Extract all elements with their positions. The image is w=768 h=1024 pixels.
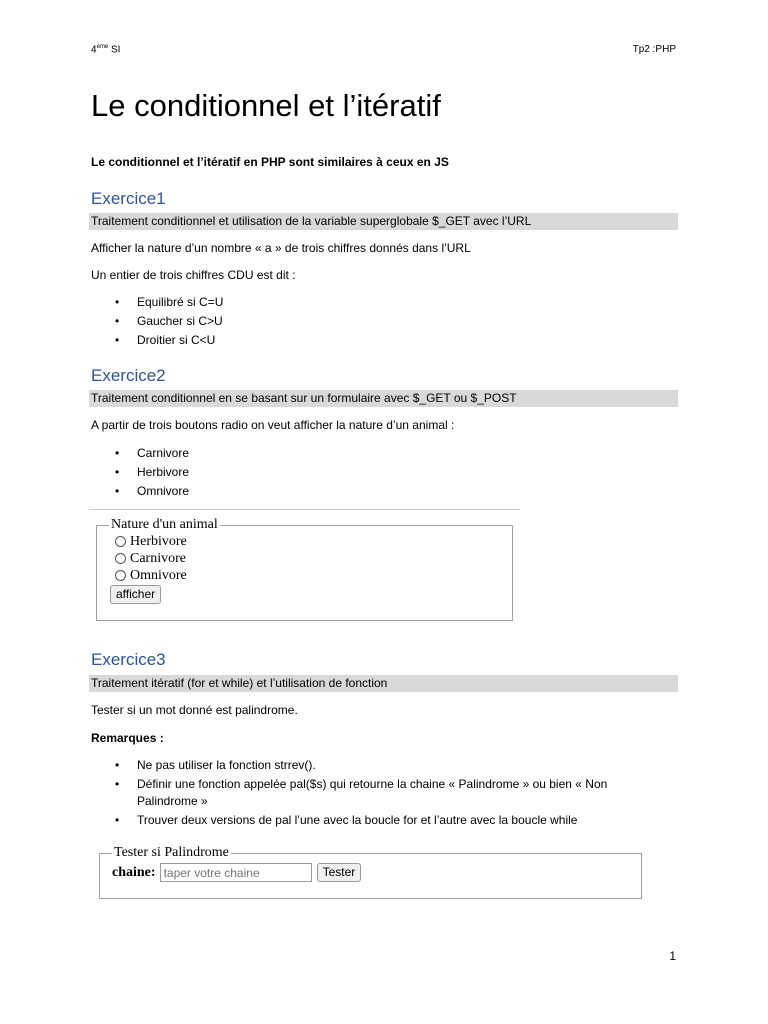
list-item: • Equilibré si C=U — [91, 294, 661, 311]
divider — [89, 509, 520, 510]
header-right: Tp2 :PHP — [632, 44, 676, 55]
radio-circle-icon[interactable] — [115, 570, 126, 581]
exercise1-paragraph-2: Un entier de trois chiffres CDU est dit : — [91, 268, 296, 282]
list-item: • Carnivore — [91, 445, 661, 462]
header-left: 4ème SI — [91, 44, 121, 56]
exercise3-subtitle: Traitement itératif (for et while) et l’utilisation de fonction — [89, 675, 678, 692]
radio-option-herbivore[interactable] — [115, 533, 512, 550]
radio-option-carnivore[interactable] — [115, 550, 512, 567]
exercise1-list — [91, 294, 661, 351]
chaine-input[interactable] — [160, 863, 312, 882]
exercise3-list — [91, 757, 661, 831]
palindrome-form-legend: Tester si Palindrome — [114, 845, 229, 860]
list-item: • Gaucher si C>U — [91, 313, 661, 330]
exercise2-paragraph-1: A partir de trois boutons radio on veut afficher la nature d’un animal : — [91, 418, 455, 432]
animal-form — [96, 517, 513, 621]
exercise3-paragraph-1: Tester si un mot donné est palindrome. — [91, 703, 298, 717]
palindrome-form — [99, 845, 642, 899]
radio-circle-icon[interactable] — [115, 553, 126, 564]
exercise1-subtitle: Traitement conditionnel et utilisation de la variable superglobale $_GET avec l’URL — [89, 213, 678, 230]
page-number: 1 — [669, 949, 676, 963]
exercise3-title: Exercice3 — [91, 650, 166, 669]
radio-label: Omnivore — [130, 567, 187, 583]
list-item: • Trouver deux versions de pal l’une avec la boucle for et l’autre avec la boucle while — [91, 812, 661, 829]
radio-option-omnivore[interactable] — [115, 567, 512, 584]
radio-circle-icon[interactable] — [115, 536, 126, 547]
exercise1-paragraph-1: Afficher la nature d’un nombre « a » de trois chiffres donnés dans l’URL — [91, 241, 471, 255]
list-item: • Herbivore — [91, 464, 661, 481]
radio-label: Herbivore — [130, 533, 187, 549]
list-item: • Définir une fonction appelée pal($s) qui retourne la chaine « Palindrome » ou bien « Non Palindrome » — [91, 776, 661, 810]
chaine-label: chaine: — [112, 864, 156, 880]
exercise1-title: Exercice1 — [91, 189, 166, 208]
list-item: • Droitier si C<U — [91, 332, 661, 349]
intro-text: Le conditionnel et l’itératif en PHP sont similaires à ceux en JS — [91, 155, 449, 169]
afficher-button[interactable]: afficher — [110, 585, 161, 604]
tester-button[interactable]: Tester — [317, 863, 362, 882]
list-item: • Omnivore — [91, 483, 661, 500]
animal-form-legend: Nature d'un animal — [111, 517, 218, 532]
remarks-heading: Remarques : — [91, 731, 164, 745]
exercise2-title: Exercice2 — [91, 366, 166, 385]
exercise2-subtitle: Traitement conditionnel en se basant sur un formulaire avec $_GET ou $_POST — [89, 390, 678, 407]
radio-label: Carnivore — [130, 550, 186, 566]
page-title: Le conditionnel et l’itératif — [91, 88, 441, 123]
exercise2-list — [91, 445, 661, 502]
list-item: • Ne pas utiliser la fonction strrev(). — [91, 757, 661, 774]
